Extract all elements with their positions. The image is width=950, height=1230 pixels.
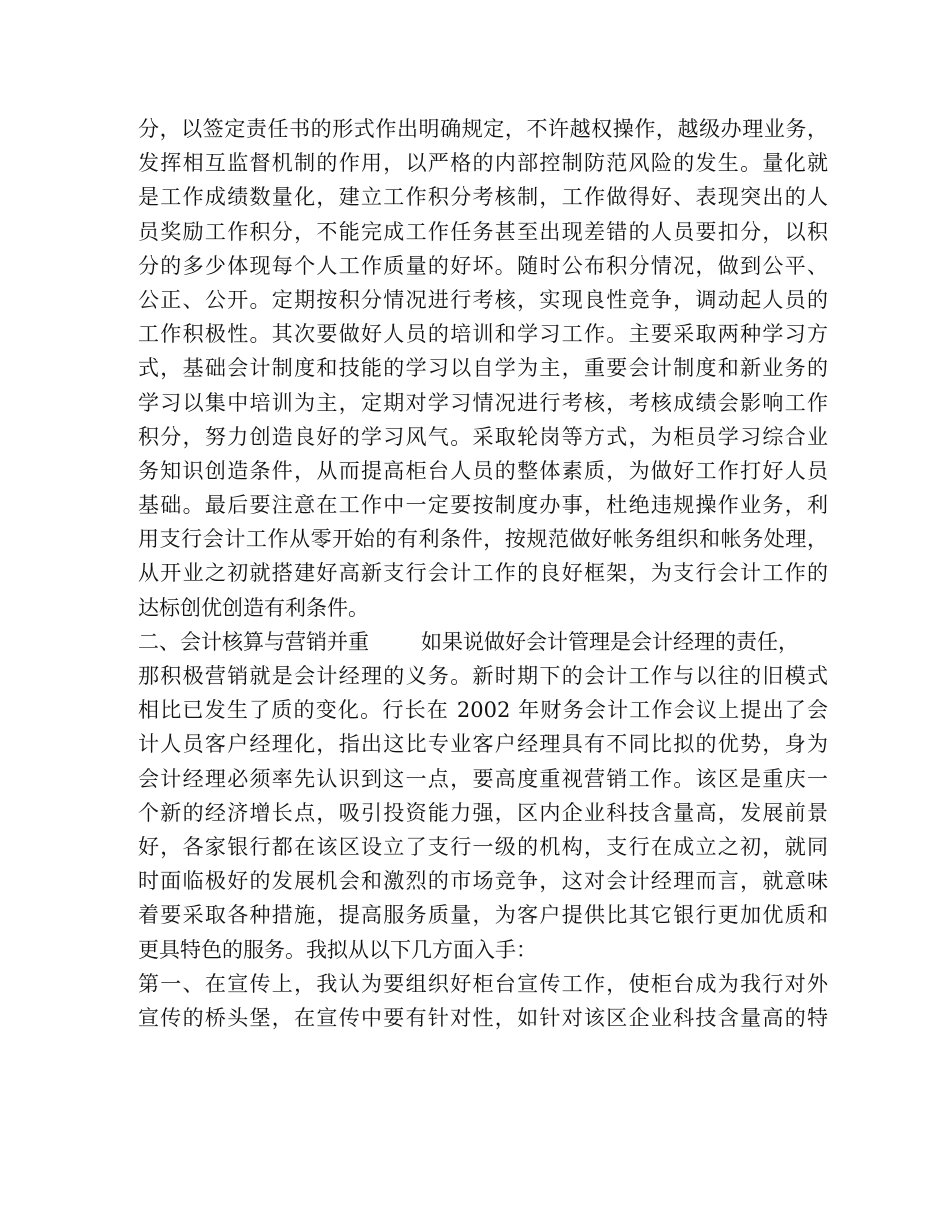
text-line: 达标创优创造有利条件。	[138, 595, 369, 620]
text-line: 分的多少体现每个人工作质量的好坏。随时公布积分情况，做到公平、	[138, 253, 828, 278]
text-line: 用支行会计工作从零开始的有利条件，按规范做好帐务组织和帐务处理，	[138, 527, 828, 552]
text-line: 更具特色的服务。我拟从以下几方面入手：	[138, 937, 537, 962]
text-line: 式，基础会计制度和技能的学习以自学为主，重要会计制度和新业务的	[138, 356, 828, 381]
text-line: 从开业之初就搭建好高新支行会计工作的良好框架，为支行会计工作的	[138, 561, 828, 586]
text-line: 员奖励工作积分，不能完成工作任务甚至出现差错的人员要扣分，以积	[138, 219, 828, 244]
text-line: 计人员客户经理化，指出这比专业客户经理具有不同比拟的优势，身为	[138, 732, 828, 757]
text-line: 相比已发生了质的变化。行长在 2002 年财务会计工作会议上提出了会	[138, 698, 828, 723]
text-line: 第一、在宣传上，我认为要组织好柜台宣传工作，使柜台成为我行对外	[138, 971, 828, 996]
text-line: 是工作成绩数量化，建立工作积分考核制，工作做得好、表现突出的人	[138, 185, 828, 210]
text-line: 基础。最后要注意在工作中一定要按制度办事，杜绝违规操作业务，利	[138, 493, 828, 518]
body-text	[138, 112, 828, 1035]
text-line: 会计经理必须率先认识到这一点，要高度重视营销工作。该区是重庆一	[138, 766, 828, 791]
text-line: 着要采取各种措施，提高服务质量，为客户提供比其它银行更加优质和	[138, 903, 828, 928]
text-line: 务知识创造条件，从而提高柜台人员的整体素质，为做好工作打好人员	[138, 458, 828, 483]
text-line: 宣传的桥头堡，在宣传中要有针对性，如针对该区企业科技含量高的特	[138, 1005, 828, 1030]
text-line: 分，以签定责任书的形式作出明确规定，不许越权操作，越级办理业务，	[138, 117, 828, 141]
text-line: 好，各家银行都在该区设立了支行一级的机构，支行在成立之初，就同	[138, 834, 828, 859]
text-line: 积分，努力创造良好的学习风气。采取轮岗等方式，为柜员学习综合业	[138, 424, 828, 449]
text-line: 发挥相互监督机制的作用，以严格的内部控制防范风险的发生。量化就	[138, 151, 828, 176]
section-heading-line	[138, 625, 828, 659]
text-line: 那积极营销就是会计经理的义务。新时期下的会计工作与以往的旧模式	[138, 664, 828, 688]
text-line: 公正、公开。定期按积分情况进行考核，实现良性竞争，调动起人员的	[138, 287, 828, 312]
section-heading: 二、会计核算与营销并重	[138, 629, 369, 654]
section-first-line: 如果说做好会计管理是会计经理的责任，	[421, 629, 799, 654]
text-line: 学习以集中培训为主，定期对学习情况进行考核，考核成绩会影响工作	[138, 390, 828, 415]
text-line: 时面临极好的发展机会和激烈的市场竞争，这对会计经理而言，就意味	[138, 869, 828, 894]
text-line: 工作积极性。其次要做好人员的培训和学习工作。主要采取两种学习方	[138, 322, 828, 347]
text-line: 个新的经济增长点，吸引投资能力强，区内企业科技含量高，发展前景	[138, 800, 828, 825]
